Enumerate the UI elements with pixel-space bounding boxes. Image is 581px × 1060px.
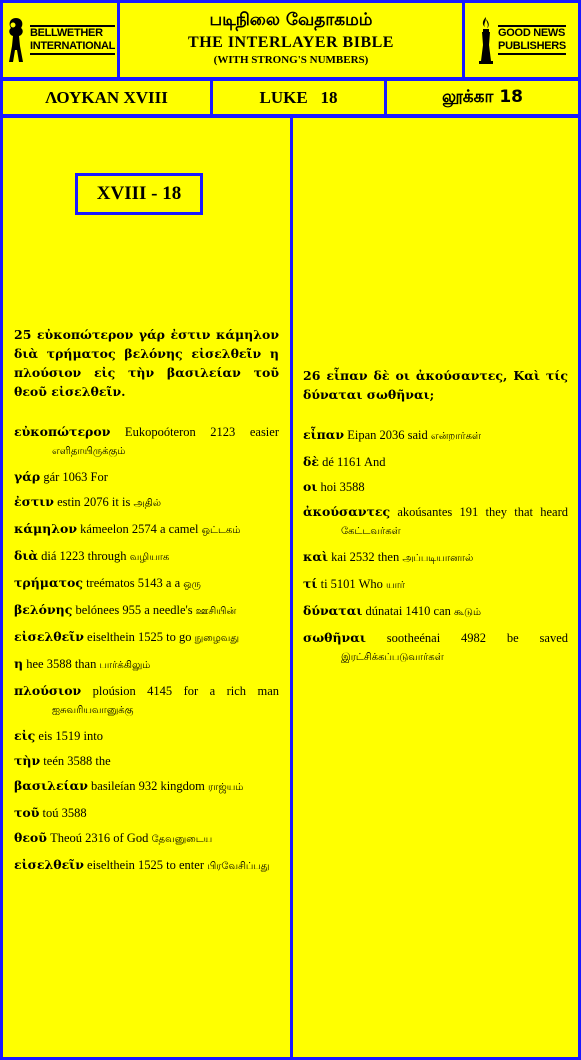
- greek-word: καὶ: [303, 549, 329, 564]
- greek-word: η: [14, 656, 24, 671]
- right-word-list: [303, 426, 568, 674]
- greek-word: τοῦ: [14, 805, 40, 820]
- greek-word: τὴν: [14, 753, 41, 768]
- reference-greek-text: ΛΟΥΚΑΝ XVIII: [45, 87, 168, 107]
- greek-word: βασιλείαν: [14, 778, 88, 793]
- greek-word: τρήματος: [14, 575, 83, 590]
- greek-word: βελόνης: [14, 602, 73, 617]
- tamil-gloss: எளிதாயிருக்கும்: [52, 446, 126, 457]
- logo-line2: PUBLISHERS: [498, 40, 566, 52]
- word-entry: [303, 629, 568, 667]
- tamil-gloss: தேவனுடைய: [151, 834, 213, 845]
- word-entry: [303, 478, 568, 496]
- ram-icon: [5, 16, 27, 64]
- greek-word: σωθῆναι: [303, 630, 366, 645]
- greek-word: γάρ: [14, 469, 41, 484]
- bellwether-logo: [5, 16, 115, 64]
- transliteration-strongs-gloss: eiselthein 1525 to go: [83, 630, 195, 644]
- word-entry: [14, 574, 279, 594]
- greek-word: κάμηλον: [14, 521, 78, 536]
- word-entry: [14, 493, 279, 513]
- word-entry: [14, 682, 279, 720]
- tamil-gloss: ஊசியின்: [195, 606, 237, 617]
- greek-word: εἰς: [14, 728, 36, 743]
- greek-word: διὰ: [14, 548, 39, 563]
- left-word-list: [14, 423, 279, 883]
- word-entry: [303, 575, 568, 595]
- transliteration-strongs-gloss: belónees 955 a needle's: [72, 603, 196, 617]
- greek-word: ἐστιν: [14, 494, 54, 509]
- transliteration-strongs-gloss: toú 3588: [39, 806, 87, 820]
- reference-greek: [0, 78, 213, 117]
- tamil-gloss: அதில்: [133, 498, 162, 509]
- greek-word: εἰσελθεῖν: [14, 857, 84, 872]
- transliteration-strongs-gloss: gár 1063 For: [40, 470, 108, 484]
- transliteration-strongs-gloss: kámeelon 2574 a camel: [77, 522, 202, 536]
- reference-english: [210, 78, 387, 117]
- transliteration-strongs-gloss: dé 1161 And: [318, 455, 386, 469]
- tamil-gloss: ஒரு: [183, 579, 201, 590]
- word-entry: [14, 468, 279, 486]
- word-entry: [14, 628, 279, 648]
- verse-25-text: 25 εὐκοπώτερον γάρ ἐστιν κάμηλον διὰ τρήματος βελόνης εἰσελθεῖν η πλούσιον εἰς τὴν βασιλείαν τοῦ θεοῦ εἰσελθεῖν.: [14, 327, 279, 399]
- word-entry: [14, 655, 279, 675]
- verse-26-text: 26 εἶπαν δὲ οι ἀκούσαντες, Καὶ τίς δύναται σωθῆναι;: [303, 368, 568, 402]
- tamil-gloss: அப்படியானால்: [402, 553, 474, 564]
- right-logo-box: [462, 0, 581, 80]
- tamil-gloss: வழியாக: [129, 552, 170, 563]
- tamil-gloss: என்றார்கள்: [430, 431, 482, 442]
- transliteration-strongs-gloss: sootheénai 4982 be saved: [365, 631, 568, 645]
- transliteration-strongs-gloss: Theoú 2316 of God: [46, 831, 152, 845]
- transliteration-strongs-gloss: diá 1223 through: [38, 549, 130, 563]
- tamil-gloss: ராஜ்யம்: [208, 782, 244, 793]
- word-entry: [14, 727, 279, 745]
- greek-word: οι: [303, 479, 318, 494]
- left-logo-box: [0, 0, 120, 80]
- word-entry: [14, 856, 279, 876]
- tamil-gloss: ஐசுவரியவானுக்கு: [52, 705, 134, 716]
- transliteration-strongs-gloss: estin 2076 it is: [53, 495, 134, 509]
- good-news-logo: [477, 15, 566, 65]
- transliteration-strongs-gloss: ti 5101 Who: [317, 577, 386, 591]
- word-entry: [14, 520, 279, 540]
- reference-english-text: LUKE 18: [259, 87, 338, 107]
- transliteration-strongs-gloss: eis 1519 into: [35, 729, 103, 743]
- title-main: THE INTERLAYER BIBLE: [188, 34, 394, 51]
- tamil-gloss: பிரவேசிப்பது: [207, 861, 270, 872]
- title-box: [117, 0, 465, 80]
- word-entry: [303, 453, 568, 471]
- word-entry: [14, 777, 279, 797]
- greek-word: δὲ: [303, 454, 319, 469]
- greek-word: εὐκοπώτερον: [14, 424, 111, 439]
- reference-tamil: [384, 78, 581, 117]
- transliteration-strongs-gloss: ploúsion 4145 for a rich man: [81, 684, 279, 698]
- transliteration-strongs-gloss: hee 3588 than: [23, 657, 100, 671]
- transliteration-strongs-gloss: kai 2532 then: [328, 550, 403, 564]
- tamil-gloss: யார்: [386, 580, 406, 591]
- tamil-gloss: கூடும்: [454, 607, 482, 618]
- greek-word: δύναται: [303, 603, 363, 618]
- word-entry: [14, 804, 279, 822]
- transliteration-strongs-gloss: Eipan 2036 said: [344, 428, 431, 442]
- word-entry: [303, 426, 568, 446]
- transliteration-strongs-gloss: eiselthein 1525 to enter: [83, 858, 208, 872]
- transliteration-strongs-gloss: treématos 5143 a a: [82, 576, 184, 590]
- title-subtitle: (WITH STRONG'S NUMBERS): [213, 54, 369, 66]
- transliteration-strongs-gloss: teén 3588 the: [40, 754, 111, 768]
- chapter-badge: XVIII - 18: [75, 173, 203, 215]
- logo-line1: GOOD NEWS: [498, 27, 566, 39]
- word-entry: [14, 752, 279, 770]
- title-tamil: படிநிலை வேதாகமம்: [209, 10, 373, 30]
- transliteration-strongs-gloss: basileían 932 kingdom: [87, 779, 209, 793]
- tamil-gloss: இரட்சிக்கப்படுவார்கள்: [341, 652, 444, 663]
- word-entry: [14, 601, 279, 621]
- greek-word: θεοῦ: [14, 830, 47, 845]
- greek-word: εἰσελθεῖν: [14, 629, 84, 644]
- logo-line1: BELLWETHER: [29, 27, 103, 39]
- word-entry: [303, 548, 568, 568]
- torch-icon: [477, 15, 495, 65]
- tamil-gloss: பார்க்கிலும்: [99, 660, 151, 671]
- greek-word: ἀκούσαντες: [303, 504, 391, 519]
- word-entry: [14, 547, 279, 567]
- greek-word: τί: [303, 576, 318, 591]
- transliteration-strongs-gloss: dúnatai 1410 can: [362, 604, 455, 618]
- logo-line2: INTERNATIONAL: [29, 40, 116, 52]
- word-entry: [14, 829, 279, 849]
- reference-tamil-text: லூக்கா 18: [441, 86, 523, 107]
- word-entry: [303, 602, 568, 622]
- word-entry: [14, 423, 279, 461]
- tamil-gloss: ஒட்டகம்: [201, 525, 241, 536]
- tamil-gloss: கேட்டவர்கள்: [341, 526, 401, 537]
- transliteration-strongs-gloss: Eukopoóteron 2123 easier: [110, 425, 279, 439]
- transliteration-strongs-gloss: hoi 3588: [317, 480, 365, 494]
- greek-word: πλούσιον: [14, 683, 82, 698]
- tamil-gloss: நுழைவது: [194, 633, 240, 644]
- transliteration-strongs-gloss: akoúsantes 191 they that heard: [390, 505, 568, 519]
- greek-word: εἶπαν: [303, 427, 345, 442]
- word-entry: [303, 503, 568, 541]
